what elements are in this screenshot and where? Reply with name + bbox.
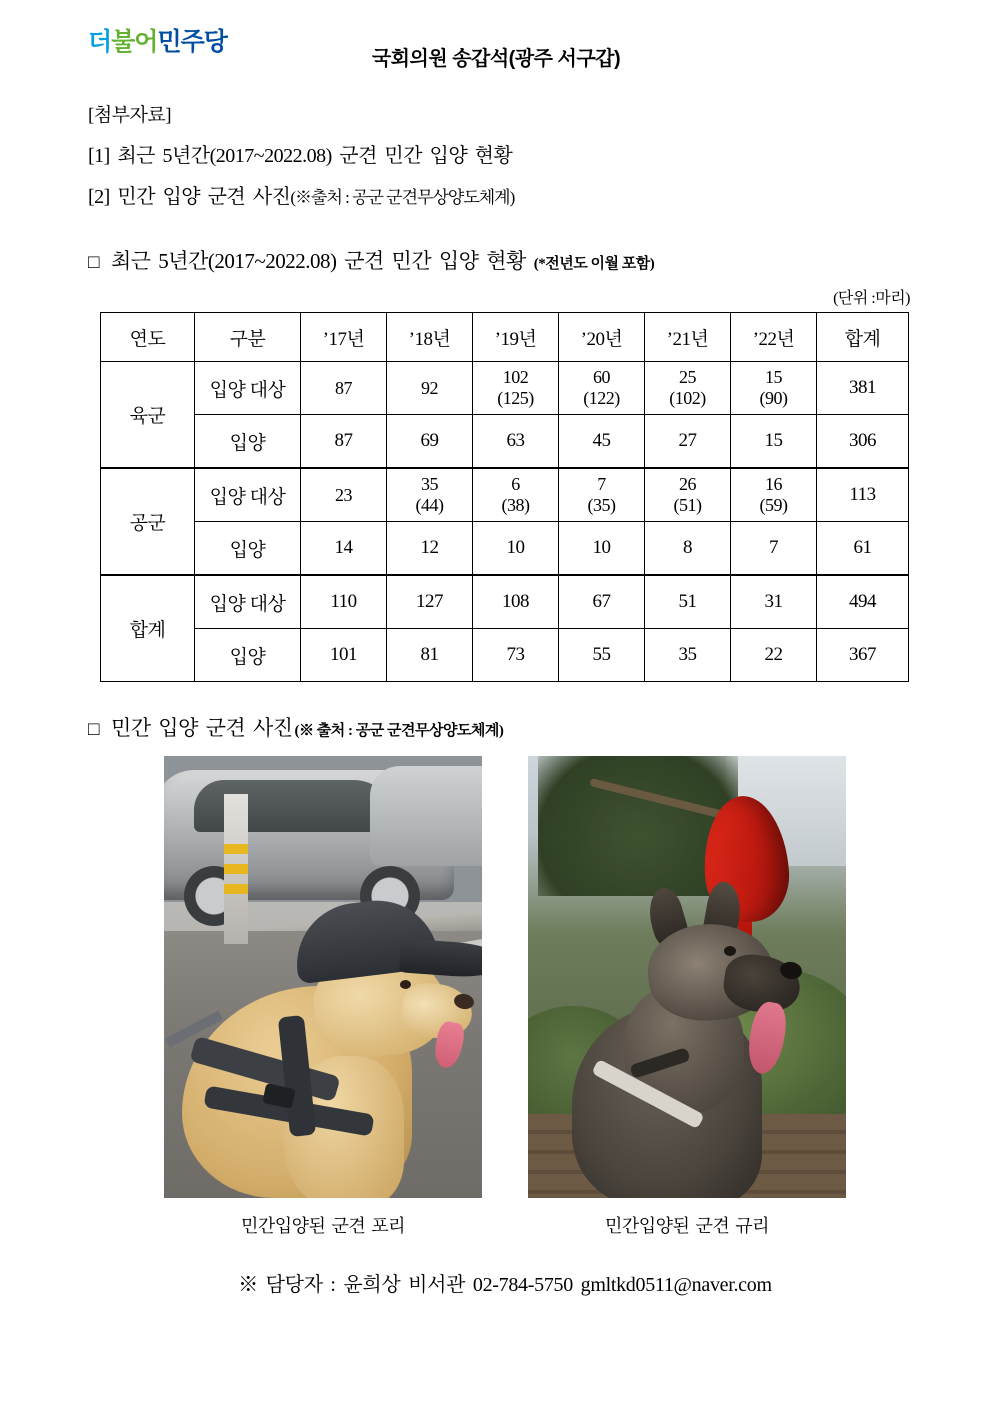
table-row-type: 입양 대상 — [195, 575, 301, 629]
table-cell-sub: (125) — [497, 388, 534, 408]
table-row — [101, 575, 909, 629]
table-header-cell: ’18년 — [387, 313, 473, 362]
table-group-label: 육군 — [101, 362, 195, 469]
section-heading-photos — [88, 712, 922, 742]
table-cell-main: 15 — [765, 367, 782, 388]
table-cell — [559, 468, 645, 522]
table-cell — [387, 362, 473, 415]
table-cell-main: 35 — [421, 474, 438, 495]
table-cell: 73 — [473, 629, 559, 682]
table-cell — [731, 362, 817, 415]
table-cell: 87 — [301, 415, 387, 469]
table-header-cell: ’21년 — [645, 313, 731, 362]
table-cell-sub: (122) — [583, 388, 620, 408]
table-cell-main: 23 — [335, 484, 352, 505]
table-cell-sub: (44) — [415, 495, 444, 515]
table-header-cell: ’17년 — [301, 313, 387, 362]
document-body — [0, 100, 992, 1297]
table-cell-main: 25 — [679, 367, 696, 388]
table-header-cell: 구분 — [195, 313, 301, 362]
table-cell-sub: (38) — [501, 495, 530, 515]
section-heading-photos-note: (※ 출처 : 공군 군견무상양도체계) — [294, 723, 504, 739]
photo-caption-1: 민간입양된 군견 포리 — [241, 1216, 405, 1236]
table-cell-sub: (59) — [759, 495, 788, 515]
table-cell: 7 — [731, 522, 817, 576]
logo-part-1: 더 — [88, 28, 112, 56]
table-cell — [731, 468, 817, 522]
table-cell: 101 — [301, 629, 387, 682]
table-cell-main: 102 — [502, 367, 529, 388]
attachment-item-2 — [88, 180, 922, 209]
section-heading-statistics — [88, 245, 922, 275]
table-cell: 81 — [387, 629, 473, 682]
table-cell-main: 60 — [593, 367, 610, 388]
photo-image-dog-fori — [164, 756, 482, 1198]
table-cell: 127 — [387, 575, 473, 629]
photo2-dog-eye — [724, 946, 736, 956]
adoption-statistics-table — [100, 312, 909, 682]
table-row-type: 입양 대상 — [195, 468, 301, 522]
table-cell — [387, 468, 473, 522]
table-unit-label: (단위 :마리) — [833, 290, 910, 307]
table-cell-total: 61 — [817, 522, 909, 576]
table-cell: 14 — [301, 522, 387, 576]
attachment-item-1-text: 최근 5년간(2017~2022.08) 군견 민간 입양 현황 — [117, 145, 513, 167]
table-row — [101, 629, 909, 682]
attachment-item-2-text: 민간 입양 군견 사진 — [117, 186, 291, 208]
table-cell-total: 113 — [817, 468, 909, 522]
photo1-bollard-band — [224, 844, 248, 854]
table-cell-main: 92 — [421, 377, 438, 398]
attachment-label: [첨부자료] — [88, 105, 172, 126]
table-cell: 10 — [473, 522, 559, 576]
logo-part-2: 불어 — [111, 28, 158, 56]
table-cell-total: 381 — [817, 362, 909, 415]
table-cell-main: 26 — [679, 474, 696, 495]
table-cell-total: 494 — [817, 575, 909, 629]
photo-image-dog-gyuri — [528, 756, 846, 1198]
table-cell — [645, 468, 731, 522]
section-box-icon: □ — [88, 719, 99, 740]
attachment-item-2-num: [2] — [88, 186, 110, 208]
photo1-bollard-band — [224, 864, 248, 874]
table-header-cell: ’22년 — [731, 313, 817, 362]
table-cell: 67 — [559, 575, 645, 629]
table-cell: 27 — [645, 415, 731, 469]
table-row — [101, 522, 909, 576]
table-row-type: 입양 — [195, 522, 301, 576]
table-group-label: 합계 — [101, 575, 195, 682]
section-heading-statistics-note: (*전년도 이월 포함) — [533, 256, 655, 272]
table-cell-main: 7 — [597, 474, 606, 495]
attachment-item-2-note: (※출처 : 공군 군견무상양도체계) — [290, 188, 515, 207]
section-heading-statistics-text: 최근 5년간(2017~2022.08) 군견 민간 입양 현황 — [110, 249, 526, 273]
table-cell-total: 306 — [817, 415, 909, 469]
contact-footer: ※ 담당자 : 윤희상 비서관 02-784-5750 gmltkd0511@naver.com — [238, 1274, 772, 1296]
table-cell: 15 — [731, 415, 817, 469]
table-cell: 35 — [645, 629, 731, 682]
table-header-cell: 연도 — [101, 313, 195, 362]
photo1-dog-eye — [400, 980, 411, 989]
table-header-cell: ’19년 — [473, 313, 559, 362]
table-row-type: 입양 대상 — [195, 362, 301, 415]
table-cell: 108 — [473, 575, 559, 629]
table-cell: 45 — [559, 415, 645, 469]
table-row-type: 입양 — [195, 415, 301, 469]
attachment-item-1-num: [1] — [88, 145, 110, 167]
table-header-row — [101, 313, 909, 362]
logo-part-3: 민주당 — [157, 28, 227, 56]
section-heading-photos-text: 민간 입양 군견 사진 — [110, 716, 293, 740]
table-cell: 63 — [473, 415, 559, 469]
attachment-item-1 — [88, 139, 922, 168]
table-cell: 51 — [645, 575, 731, 629]
table-cell: 8 — [645, 522, 731, 576]
document-header — [0, 0, 992, 74]
photo-block-2 — [528, 756, 846, 1238]
section-box-icon: □ — [88, 252, 99, 273]
table-cell — [301, 362, 387, 415]
photo1-bollard-band — [224, 884, 248, 894]
table-cell — [645, 362, 731, 415]
page-title: 국회의원 송갑석(광주 서구갑) — [371, 48, 621, 70]
table-cell — [559, 362, 645, 415]
table-cell: 55 — [559, 629, 645, 682]
table-row — [101, 415, 909, 469]
table-row — [101, 362, 909, 415]
photo-gallery — [88, 756, 922, 1238]
table-cell-sub: (90) — [759, 388, 788, 408]
table-cell — [473, 362, 559, 415]
table-cell: 22 — [731, 629, 817, 682]
table-cell: 69 — [387, 415, 473, 469]
table-cell: 10 — [559, 522, 645, 576]
photo-block-1 — [164, 756, 482, 1238]
table-header-cell: ’20년 — [559, 313, 645, 362]
table-cell-total: 367 — [817, 629, 909, 682]
table-cell-main: 87 — [335, 377, 352, 398]
table-cell: 110 — [301, 575, 387, 629]
photo-caption-2: 민간입양된 군견 규리 — [605, 1216, 769, 1236]
table-cell: 31 — [731, 575, 817, 629]
table-row-type: 입양 — [195, 629, 301, 682]
table-cell-main: 16 — [765, 474, 782, 495]
table-row — [101, 468, 909, 522]
table-cell-sub: (35) — [587, 495, 616, 515]
table-cell — [301, 468, 387, 522]
table-cell — [473, 468, 559, 522]
table-cell-sub: (51) — [673, 495, 702, 515]
table-cell: 12 — [387, 522, 473, 576]
table-cell-main: 6 — [511, 474, 520, 495]
photo1-car-second — [370, 766, 482, 866]
table-header-cell: 합계 — [817, 313, 909, 362]
table-group-label: 공군 — [101, 468, 195, 575]
table-cell-sub: (102) — [669, 388, 706, 408]
